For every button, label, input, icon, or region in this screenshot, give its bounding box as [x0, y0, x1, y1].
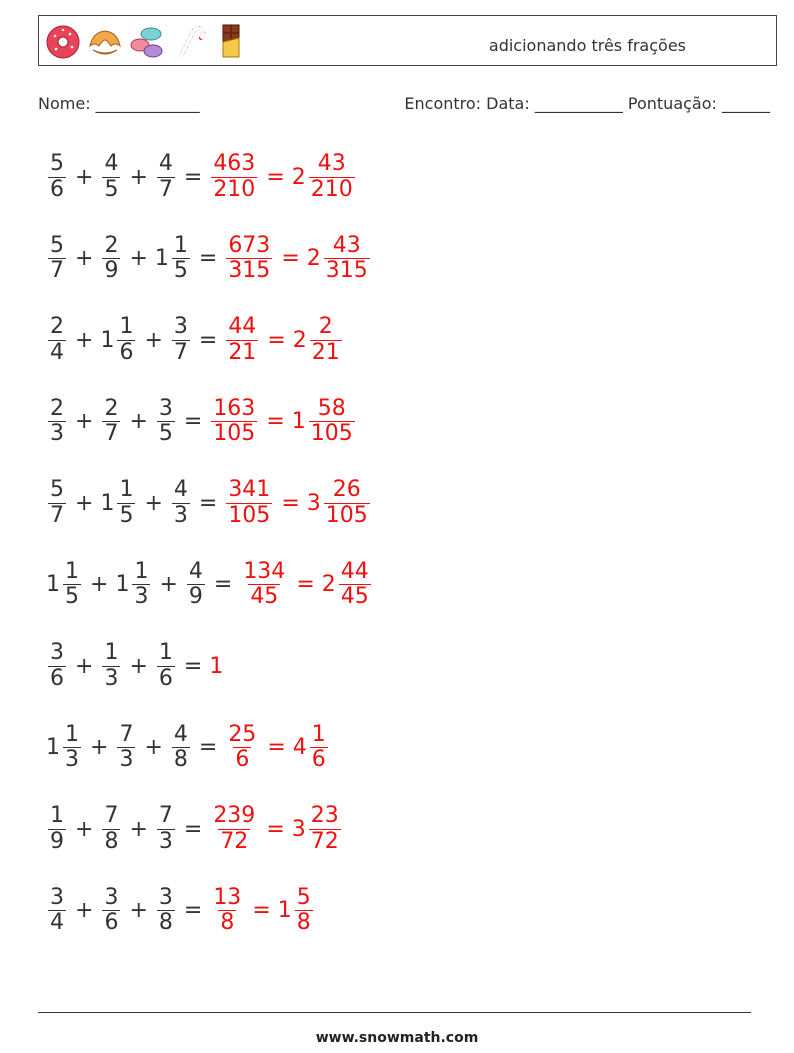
plus-sign: + — [90, 572, 109, 597]
numerator: 3 — [173, 314, 188, 340]
website-footer: www.snowmath.com — [315, 1030, 479, 1046]
fraction — [211, 397, 257, 446]
problem-row — [46, 391, 357, 453]
plus-sign: + — [129, 164, 148, 190]
numerator: 58 — [317, 395, 346, 421]
numerator: 44 — [340, 558, 369, 584]
numerator: 1 — [50, 803, 64, 829]
mixed-number — [155, 641, 177, 690]
mixed-number — [293, 723, 330, 772]
numerator: 5 — [50, 151, 64, 177]
croissant-icon — [87, 22, 123, 60]
fraction — [172, 234, 190, 283]
mixed-number — [155, 886, 177, 935]
mixed-number — [224, 315, 260, 364]
plus-sign: + — [75, 816, 94, 842]
whole-part: 1 — [100, 490, 115, 516]
denominator: 7 — [158, 176, 173, 202]
answer-whole: 1 — [209, 653, 224, 679]
equals-sign-answer: = — [266, 816, 285, 842]
denominator: 105 — [325, 502, 368, 528]
whole-part: 1 — [46, 572, 60, 597]
mixed-number — [292, 804, 343, 853]
fraction — [172, 723, 190, 772]
equals-sign: = — [198, 735, 218, 760]
fraction — [63, 723, 81, 772]
fraction — [102, 641, 120, 690]
numerator: 13 — [213, 884, 242, 910]
numerator: 1 — [104, 640, 119, 666]
equals-sign: = — [183, 653, 203, 679]
plus-sign: + — [129, 816, 148, 842]
numerator: 1 — [173, 232, 188, 258]
numerator: 5 — [50, 477, 64, 503]
plus-sign: + — [129, 898, 148, 923]
fraction — [48, 315, 66, 364]
equals-sign: = — [198, 327, 218, 353]
mixed-number — [100, 234, 122, 283]
numerator: 25 — [228, 721, 257, 747]
denominator: 8 — [220, 910, 235, 935]
mixed-number — [307, 234, 372, 283]
donut-icon — [45, 22, 81, 60]
mixed-number — [46, 886, 68, 935]
denominator: 21 — [311, 339, 340, 365]
denominator: 8 — [296, 910, 311, 935]
fraction — [309, 152, 355, 201]
denominator: 6 — [119, 339, 134, 365]
mixed-number — [292, 152, 357, 201]
equals-sign: = — [213, 572, 233, 597]
denominator: 7 — [50, 502, 64, 528]
denominator: 9 — [104, 258, 119, 283]
plus-sign: + — [75, 898, 94, 923]
numerator: 163 — [213, 395, 256, 421]
denominator: 8 — [104, 828, 119, 854]
fraction — [211, 152, 257, 201]
numerator: 7 — [104, 803, 119, 829]
whole-part: 1 — [46, 735, 60, 760]
numerator: 1 — [65, 721, 79, 747]
fraction — [63, 560, 81, 609]
fraction — [157, 397, 175, 446]
fraction — [102, 152, 120, 201]
fraction — [295, 886, 313, 935]
whole-part: 3 — [291, 816, 306, 842]
mixed-number — [155, 152, 177, 201]
fraction — [226, 234, 272, 283]
denominator: 3 — [134, 584, 149, 609]
plus-sign: + — [75, 653, 94, 679]
mixed-number — [100, 641, 122, 690]
mixed-number — [209, 886, 245, 935]
numerator: 1 — [119, 477, 134, 503]
denominator: 45 — [340, 584, 369, 609]
mixed-number — [115, 723, 137, 772]
mixed-number — [185, 560, 207, 609]
fraction — [157, 152, 175, 201]
mixed-number — [155, 804, 177, 853]
denominator: 4 — [50, 339, 64, 365]
equals-sign-answer: = — [281, 490, 300, 516]
equals-sign-answer: = — [296, 572, 315, 597]
fraction — [48, 234, 66, 283]
whole-part: 1 — [277, 898, 292, 923]
plus-sign: + — [90, 735, 109, 760]
denominator: 3 — [104, 665, 119, 691]
mixed-number — [209, 804, 259, 853]
numerator: 2 — [318, 314, 333, 340]
fraction — [157, 886, 175, 935]
plus-sign: + — [75, 164, 94, 190]
numerator: 2 — [50, 395, 64, 421]
plus-sign: + — [129, 653, 148, 679]
fraction — [211, 804, 257, 853]
numerator: 3 — [104, 884, 119, 910]
whole-part: 4 — [292, 735, 307, 760]
numerator: 673 — [228, 232, 271, 258]
fraction — [117, 315, 135, 364]
numerator: 2 — [104, 232, 119, 258]
equals-sign: = — [198, 246, 218, 271]
mixed-number — [100, 397, 122, 446]
denominator: 6 — [158, 665, 173, 691]
denominator: 7 — [50, 258, 64, 283]
denominator: 4 — [50, 910, 64, 935]
equals-sign: = — [183, 898, 203, 923]
fraction — [226, 315, 258, 364]
plus-sign: + — [144, 735, 163, 760]
plus-sign: + — [144, 327, 163, 353]
fraction — [102, 397, 120, 446]
fraction — [48, 478, 66, 527]
numerator: 3 — [50, 884, 64, 910]
whole-part: 2 — [292, 327, 307, 353]
equals-sign: = — [183, 816, 203, 842]
denominator: 45 — [250, 584, 279, 609]
plus-sign: + — [129, 246, 148, 271]
mixed-number — [170, 478, 192, 527]
whole-part: 3 — [306, 490, 321, 516]
problem-row — [46, 146, 357, 208]
mixed-number — [209, 152, 259, 201]
plus-sign: + — [75, 327, 94, 353]
meeting-fields: Encontro: Data: ___________ Pontuação: ______ — [404, 94, 770, 113]
denominator: 5 — [104, 176, 119, 202]
whole-part: 1 — [154, 246, 169, 271]
denominator: 3 — [158, 828, 173, 854]
numerator: 2 — [50, 314, 64, 340]
numerator: 3 — [158, 395, 173, 421]
numerator: 1 — [119, 314, 134, 340]
numerator: 7 — [119, 721, 134, 747]
mixed-number — [46, 315, 68, 364]
plus-sign: + — [75, 490, 94, 516]
mixed-number — [46, 397, 68, 446]
equals-sign: = — [183, 164, 203, 190]
numerator: 134 — [243, 558, 286, 584]
mixed-number — [46, 641, 68, 690]
problem-row — [46, 309, 344, 371]
equals-sign: = — [183, 409, 203, 434]
denominator: 21 — [228, 339, 257, 365]
mixed-number — [46, 478, 68, 527]
fraction — [102, 886, 120, 935]
denominator: 6 — [235, 747, 250, 772]
mixed-number — [46, 804, 68, 853]
numerator: 2 — [104, 395, 119, 421]
worksheet-title: adicionando três frações — [488, 36, 686, 55]
mixed-number — [115, 560, 152, 609]
numerator: 3 — [158, 884, 173, 910]
equals-sign-answer: = — [266, 164, 285, 190]
mixed-number — [46, 723, 83, 772]
denominator: 6 — [311, 747, 326, 772]
numerator: 1 — [134, 558, 149, 584]
mixed-number — [155, 234, 192, 283]
plus-sign: + — [75, 409, 94, 434]
denominator: 9 — [188, 584, 203, 609]
mixed-number — [322, 560, 373, 609]
numerator: 4 — [188, 558, 203, 584]
problem-row — [46, 554, 373, 616]
numerator: 4 — [173, 477, 188, 503]
denominator: 6 — [50, 665, 64, 691]
fraction — [310, 315, 342, 364]
problem-row — [46, 880, 315, 942]
denominator: 6 — [50, 176, 64, 202]
numerator: 44 — [228, 314, 257, 340]
equals-sign-answer: = — [252, 898, 271, 923]
problem-row — [46, 472, 372, 534]
mixed-number — [224, 234, 274, 283]
fraction — [324, 234, 370, 283]
fraction — [310, 723, 328, 772]
numerator: 341 — [228, 477, 271, 503]
mixed-number — [170, 315, 192, 364]
numerator: 1 — [158, 640, 173, 666]
chocolate-bar-icon — [213, 22, 249, 60]
fraction — [117, 478, 135, 527]
fraction — [102, 804, 120, 853]
whole-part: 2 — [321, 572, 336, 597]
numerator: 3 — [50, 640, 64, 666]
denominator: 5 — [65, 584, 79, 609]
mixed-number — [209, 397, 259, 446]
denominator: 5 — [158, 421, 173, 446]
fraction — [187, 560, 205, 609]
denominator: 3 — [173, 502, 188, 528]
problem-row — [46, 717, 330, 779]
equals-sign-answer: = — [281, 246, 300, 271]
denominator: 5 — [173, 258, 188, 283]
numerator: 4 — [173, 721, 188, 747]
mixed-number — [46, 152, 68, 201]
plus-sign: + — [159, 572, 178, 597]
denominator: 105 — [310, 421, 353, 446]
fraction — [172, 315, 190, 364]
problem-row — [46, 228, 372, 290]
header-icons — [45, 22, 249, 62]
mixed-number — [100, 804, 122, 853]
plus-sign: + — [75, 246, 94, 271]
whole-part: 2 — [306, 246, 321, 271]
mixed-number — [224, 478, 274, 527]
equals-sign-answer: = — [266, 409, 285, 434]
denominator: 3 — [65, 747, 79, 772]
denominator: 105 — [228, 502, 271, 528]
worksheet-header — [38, 15, 777, 66]
fraction — [102, 234, 120, 283]
denominator: 7 — [104, 421, 119, 446]
whole-part: 1 — [100, 327, 115, 353]
numerator: 26 — [332, 477, 361, 503]
fraction — [172, 478, 190, 527]
fraction — [211, 886, 243, 935]
numerator: 43 — [317, 151, 346, 177]
mixed-number — [278, 886, 315, 935]
fraction — [117, 723, 135, 772]
numerator: 463 — [213, 151, 256, 177]
problem-row — [46, 798, 343, 860]
numerator: 239 — [213, 803, 256, 829]
fraction — [157, 641, 175, 690]
name-field: Nome: _____________ — [38, 94, 200, 113]
fraction — [226, 478, 272, 527]
numerator: 5 — [296, 884, 311, 910]
fraction — [48, 886, 66, 935]
mixed-number — [46, 560, 83, 609]
mixed-number — [293, 315, 344, 364]
equals-sign: = — [198, 490, 218, 516]
numerator: 1 — [311, 721, 326, 747]
mixed-number — [100, 152, 122, 201]
denominator: 9 — [50, 828, 64, 854]
fraction — [309, 397, 355, 446]
mixed-number — [100, 886, 122, 935]
mixed-number — [155, 397, 177, 446]
fraction — [309, 804, 341, 853]
fraction — [48, 641, 66, 690]
denominator: 3 — [50, 421, 64, 446]
denominator: 8 — [173, 747, 188, 772]
denominator: 7 — [173, 339, 188, 365]
numerator: 4 — [158, 151, 173, 177]
denominator: 8 — [158, 910, 173, 935]
denominator: 72 — [220, 828, 249, 854]
whole-part: 1 — [291, 409, 306, 434]
mixed-number — [46, 234, 68, 283]
denominator: 210 — [310, 176, 353, 202]
fraction — [132, 560, 150, 609]
numerator: 23 — [310, 803, 339, 829]
numerator: 1 — [65, 558, 79, 584]
whole-part: 1 — [115, 572, 130, 597]
fraction — [339, 560, 371, 609]
denominator: 210 — [213, 176, 256, 202]
denominator: 105 — [213, 421, 256, 446]
mixed-number — [100, 315, 137, 364]
denominator: 5 — [119, 502, 134, 528]
fraction — [241, 560, 287, 609]
mixed-number — [100, 478, 137, 527]
mixed-number — [307, 478, 372, 527]
problem-row — [46, 635, 223, 697]
fraction — [226, 723, 258, 772]
fraction — [48, 152, 66, 201]
fraction — [157, 804, 175, 853]
mixed-number — [239, 560, 289, 609]
equals-sign-answer: = — [267, 735, 286, 760]
plus-sign: + — [129, 409, 148, 434]
candy-cane-icon — [171, 22, 207, 60]
denominator: 72 — [310, 828, 339, 854]
mixed-number — [170, 723, 192, 772]
denominator: 315 — [228, 258, 271, 283]
denominator: 315 — [325, 258, 368, 283]
numerator: 43 — [332, 232, 361, 258]
whole-part: 2 — [291, 164, 306, 190]
numerator: 4 — [104, 151, 119, 177]
macaron-icon — [129, 22, 165, 60]
denominator: 6 — [104, 910, 119, 935]
numerator: 5 — [50, 232, 64, 258]
mixed-number — [292, 397, 357, 446]
fraction — [324, 478, 370, 527]
plus-sign: + — [144, 490, 163, 516]
footer-divider — [38, 1012, 751, 1013]
denominator: 3 — [119, 747, 134, 772]
mixed-number — [224, 723, 260, 772]
fraction — [48, 804, 66, 853]
equals-sign-answer: = — [267, 327, 286, 353]
fraction — [48, 397, 66, 446]
numerator: 7 — [158, 803, 173, 829]
